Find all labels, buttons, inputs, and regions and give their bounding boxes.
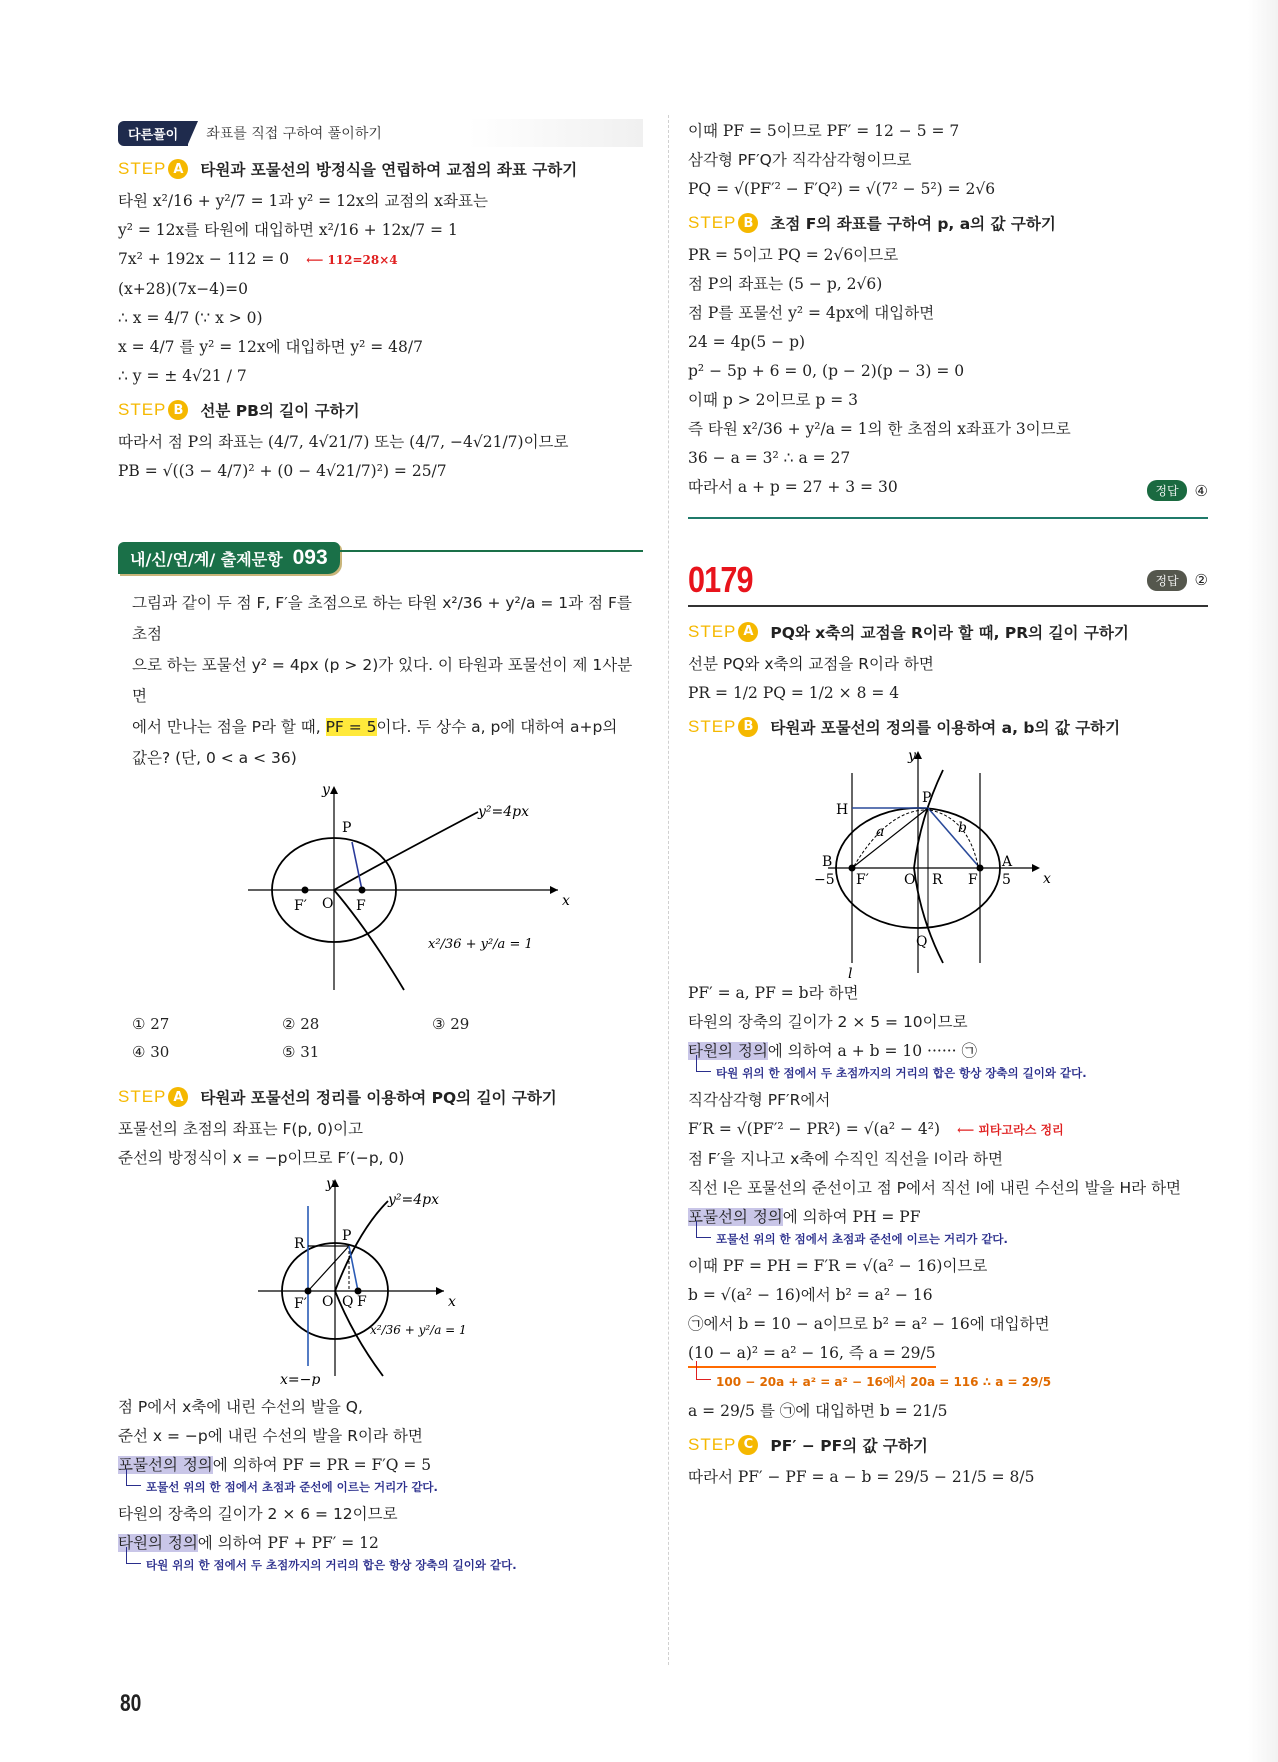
answer-badge [1147, 570, 1208, 591]
eq-line [688, 1342, 1208, 1368]
tick-minus-5: −5 [814, 871, 835, 888]
label-r: R [932, 871, 943, 888]
eq-text: 7x² + 192x − 112 = 0 [118, 250, 290, 268]
text-line: 점 F′을 지나고 x축에 수직인 직선을 l이라 하면 [688, 1149, 1003, 1168]
step-title: 타원과 포물선의 정리를 이용하여 PQ의 길이 구하기 [200, 1089, 557, 1107]
label-o: O [322, 1294, 334, 1310]
answer-row [688, 476, 1208, 505]
eq-line: x = 4/7 를 y² = 12x에 대입하면 y² = 48/7 [118, 338, 423, 356]
eq-line: ∴ y = ± 4√21 / 7 [118, 367, 247, 385]
text-line: 포물선의 초점의 좌표는 F(p, 0)이고 [118, 1120, 364, 1138]
parabola-label: y²=4px [478, 804, 530, 820]
step-title: 타원과 포물선의 정의를 이용하여 a, b의 값 구하기 [770, 718, 1121, 737]
step-badge: A [168, 159, 188, 179]
eq-line: p² − 5p + 6 = 0, (p − 2)(p − 3) = 0 [688, 362, 965, 380]
problem-number: 0179 [688, 559, 753, 600]
choice-2[interactable]: ② 28 [282, 1015, 320, 1033]
step-title: PQ와 x축의 교점을 R이라 할 때, PR의 길이 구하기 [770, 623, 1129, 642]
def-line [118, 1454, 643, 1476]
header-rule [688, 605, 1208, 607]
page-number: 80 [120, 1690, 142, 1717]
step-label: STEP [688, 716, 737, 736]
eq-line: ∴ x = 4/7 (∵ x > 0) [118, 309, 263, 327]
step-badge: C [738, 1435, 758, 1455]
choice-5[interactable]: ⑤ 31 [282, 1043, 320, 1061]
naesin-tag-text: 내/신/연/계/ 출제문항 [130, 549, 283, 569]
red-note-text: 피타고라스 정리 [978, 1122, 1064, 1137]
step-label: STEP [118, 400, 167, 419]
label-b: b [958, 819, 967, 836]
label-p: P [342, 820, 352, 836]
label-f: F [356, 898, 366, 914]
label-r: R [294, 1236, 305, 1252]
step-label: STEP [688, 213, 737, 232]
highlight-pf5: PF = 5 [325, 718, 377, 736]
step-badge: A [738, 622, 758, 642]
label-o: O [904, 871, 916, 888]
step-c-heading [688, 1434, 1208, 1456]
column-divider [668, 115, 669, 1665]
def-line [688, 1040, 1208, 1062]
text-line: 삼각형 PF′Q가 직각삼각형이므로 [688, 151, 912, 169]
answer-value: ② [1194, 571, 1208, 589]
left-column [118, 120, 643, 1581]
eq-line: 36 − a = 3² ∴ a = 27 [688, 449, 851, 467]
answer-badge [1147, 480, 1208, 501]
naesin-rule [340, 550, 643, 552]
text-line: 직선 l은 포물선의 준선이고 점 P에서 직선 l에 내린 수선의 발을 H라 하면 [688, 1178, 1182, 1197]
step-label: STEP [118, 159, 167, 178]
def-line [688, 1206, 1208, 1228]
step-b-heading [688, 212, 1208, 234]
directrix-label: x=−p [280, 1372, 321, 1386]
axis-label-x: x [562, 893, 570, 909]
answer-pill: 정답 [1147, 480, 1186, 501]
label-f: F [968, 871, 978, 888]
label-l: l [848, 965, 853, 978]
definition-highlight: 포물선의 정의 [688, 1207, 783, 1226]
problem-figure [238, 780, 598, 1000]
red-note [957, 1123, 1064, 1137]
section-rule [688, 517, 1208, 519]
eq-line: 따라서 PF′ − PF = a − b = 29/5 − 21/5 = 8/5 [688, 1467, 1035, 1486]
problem-line: 그림과 같이 두 점 F, F′을 초점으로 하는 타원 x²/36 + y²/a = 1과 점 F를 초점 [132, 594, 632, 643]
text-line: 점 P에서 x축에 내린 수선의 발을 Q, [118, 1398, 363, 1416]
def-rest: 에 의하여 PH = PF [782, 1207, 921, 1226]
arrow-left-icon: ⟵ [956, 1122, 979, 1137]
axis-label-y: y [322, 782, 330, 798]
parabola-label: y²=4px [388, 1192, 440, 1208]
eq-line: 즉 타원 x²/36 + y²/a = 1의 한 초점의 x좌표가 3이므로 [688, 420, 1071, 438]
def-line [118, 1532, 643, 1554]
blue-note: 타원 위의 한 점에서 두 초점까지의 거리의 합은 항상 장축의 길이와 같다. [146, 1557, 643, 1573]
problem-header [688, 559, 1208, 601]
solution-figure [258, 1176, 618, 1386]
label-b-point: B [822, 853, 833, 870]
step-badge: B [168, 400, 188, 420]
naesin-header [118, 542, 643, 574]
pythag-eq: F′R = √(PF′² − PR²) = √(a² − 4²) [688, 1119, 941, 1138]
text-line: 타원의 장축의 길이가 2 × 5 = 10이므로 [688, 1012, 968, 1031]
label-h: H [836, 801, 849, 818]
step-badge: B [738, 213, 758, 233]
label-f-prime: F′ [856, 871, 869, 888]
definition-highlight: 타원의 정의 [118, 1534, 198, 1552]
blue-note: 포물선 위의 한 점에서 초점과 준선에 이르는 거리가 같다. [716, 1231, 1208, 1247]
alt-solution-tag: 다른풀이 [118, 121, 188, 146]
label-f: F [357, 1294, 367, 1310]
text-line: 타원의 장축의 길이가 2 × 6 = 12이므로 [118, 1505, 398, 1523]
problem-line: 에서 만나는 점을 P라 할 때, PF = 5이다. 두 상수 a, p에 대하여 a+p의 [132, 718, 618, 736]
step-badge: B [738, 717, 758, 737]
eq-line: ㉠에서 b = 10 − a이므로 b² = a² − 16에 대입하면 [688, 1314, 1050, 1333]
ellipse-label: x²/36 + y²/a = 1 [370, 1323, 467, 1337]
def-rest: 에 의하여 PF = PR = F′Q = 5 [212, 1456, 432, 1474]
underlined-eq: (10 − a)² = a² − 16, 즉 a = 29/5 [688, 1342, 936, 1368]
definition-highlight: 타원의 정의 [688, 1041, 768, 1060]
step-a-heading [118, 158, 643, 180]
step-b-heading [688, 716, 1208, 738]
eq-line: 24 = 4p(5 − p) [688, 333, 806, 351]
alt-solution-title: 좌표를 직접 구하여 풀이하기 [206, 119, 643, 147]
step-label: STEP [688, 621, 737, 641]
axis-label-x: x [448, 1294, 456, 1310]
step-label: STEP [118, 1087, 167, 1106]
eq-line: 점 P를 포물선 y² = 4px에 대입하면 [688, 304, 935, 322]
choice-3[interactable]: ③ 29 [432, 1015, 470, 1033]
right-column [688, 120, 1208, 1495]
eq-line: 점 P의 좌표는 (5 − p, 2√6) [688, 275, 883, 293]
axis-label-y: y [326, 1176, 334, 1192]
text-line: 준선의 방정식이 x = −p이므로 F′(−p, 0) [118, 1149, 405, 1167]
eq-line: PB = √((3 − 4/7)² + (0 − 4√21/7)²) = 25/7 [118, 462, 447, 480]
eq-line: y² = 12x를 타원에 대입하면 x²/16 + 12x/7 = 1 [118, 221, 458, 239]
label-q: Q [916, 933, 928, 950]
red-note-text: 112=28×4 [327, 253, 398, 267]
alt-solution-header [118, 120, 643, 146]
choice-1[interactable]: ① 27 [132, 1015, 170, 1033]
tick-5: 5 [1002, 871, 1011, 888]
orange-note: 100 − 20a + a² = a² − 16에서 20a = 116 ∴ a = 29/5 [716, 1373, 1208, 1390]
eq-line: 따라서 점 P의 좌표는 (4/7, 4√21/7) 또는 (4/7, −4√21/7)이므로 [118, 433, 569, 451]
label-a-point: A [1002, 853, 1013, 870]
text-line: 직각삼각형 PF′R에서 [688, 1090, 831, 1109]
step-a-heading [688, 621, 1208, 643]
solution-step-a-heading [118, 1086, 643, 1108]
step-label: STEP [688, 1434, 737, 1454]
ellipse-label: x²/36 + y²/a = 1 [428, 937, 533, 952]
blue-note: 포물선 위의 한 점에서 초점과 준선에 이르는 거리가 같다. [146, 1479, 643, 1495]
blue-note: 타원 위의 한 점에서 두 초점까지의 거리의 합은 항상 장축의 길이와 같다. [716, 1065, 1208, 1081]
eq-line: PR = 5이고 PQ = 2√6이므로 [688, 246, 899, 264]
ellipse-parabola-figure [808, 748, 1108, 978]
label-f-prime: F′ [294, 898, 307, 914]
eq-line: 따라서 a + p = 27 + 3 = 30 [688, 478, 898, 496]
eq-line: PQ = √(PF′² − F′Q²) = √(7² − 5²) = 2√6 [688, 180, 996, 198]
step-b-heading [118, 399, 643, 421]
definition-highlight: 포물선의 정의 [118, 1456, 213, 1474]
step-title: 초점 F의 좌표를 구하여 p, a의 값 구하기 [770, 215, 1056, 233]
eq-line: b = √(a² − 16)에서 b² = a² − 16 [688, 1285, 933, 1304]
def-rest: 에 의하여 PF + PF′ = 12 [197, 1534, 379, 1552]
text-line: 선분 PQ와 x축의 교점을 R이라 하면 [688, 654, 934, 673]
eq-line: a = 29/5 를 ㉠에 대입하면 b = 21/5 [688, 1401, 948, 1420]
eq-line: 이때 p > 2이므로 p = 3 [688, 391, 858, 409]
eq-line: PR = 1/2 PQ = 1/2 × 8 = 4 [688, 683, 900, 702]
axis-label-y: y [908, 747, 916, 764]
problem-text [118, 588, 643, 774]
step-title: 타원과 포물선의 방정식을 연립하여 교점의 좌표 구하기 [200, 161, 578, 179]
label-p: P [342, 1228, 352, 1244]
eq-line [118, 248, 643, 271]
label-q: Q [342, 1294, 354, 1310]
step-title: 선분 PB의 길이 구하기 [200, 402, 360, 420]
text-line: 준선 x = −p에 내린 수선의 발을 R이라 하면 [118, 1427, 423, 1445]
answer-choices [118, 1010, 643, 1066]
problem-line: 값은? (단, 0 < a < 36) [132, 749, 297, 767]
label-a: a [876, 823, 885, 840]
step-badge: A [168, 1087, 188, 1107]
eq-line: 이때 PF = PH = F′R = √(a² − 16)이므로 [688, 1256, 988, 1275]
label-f-prime: F′ [294, 1296, 307, 1312]
def-rest: 에 의하여 a + b = 10 ······ ㉠ [767, 1041, 978, 1060]
naesin-number: 093 [292, 546, 328, 569]
problem-line: 으로 하는 포물선 y² = 4px (p > 2)가 있다. 이 타원과 포물선이 제 1사분면 [132, 656, 633, 705]
answer-value: ④ [1194, 481, 1208, 500]
label-p: P [922, 789, 932, 806]
eq-line: PF′ = a, PF = b라 하면 [688, 983, 859, 1002]
naesin-tag [118, 542, 340, 574]
axis-label-x: x [1043, 870, 1051, 887]
eq-line [688, 1118, 1208, 1141]
page-edge-shadow [1248, 0, 1278, 1762]
choice-4[interactable]: ④ 30 [132, 1043, 170, 1061]
step-title: PF′ − PF의 값 구하기 [770, 1436, 928, 1455]
eq-line: (x+28)(7x−4)=0 [118, 280, 248, 298]
label-o: O [322, 896, 334, 912]
red-note [306, 253, 398, 267]
answer-pill: 정답 [1147, 570, 1186, 591]
arrow-left-icon: ⟵ [306, 253, 328, 267]
eq-line: 타원 x²/16 + y²/7 = 1과 y² = 12x의 교점의 x좌표는 [118, 192, 488, 210]
eq-line: 이때 PF = 5이므로 PF′ = 12 − 5 = 7 [688, 122, 960, 140]
